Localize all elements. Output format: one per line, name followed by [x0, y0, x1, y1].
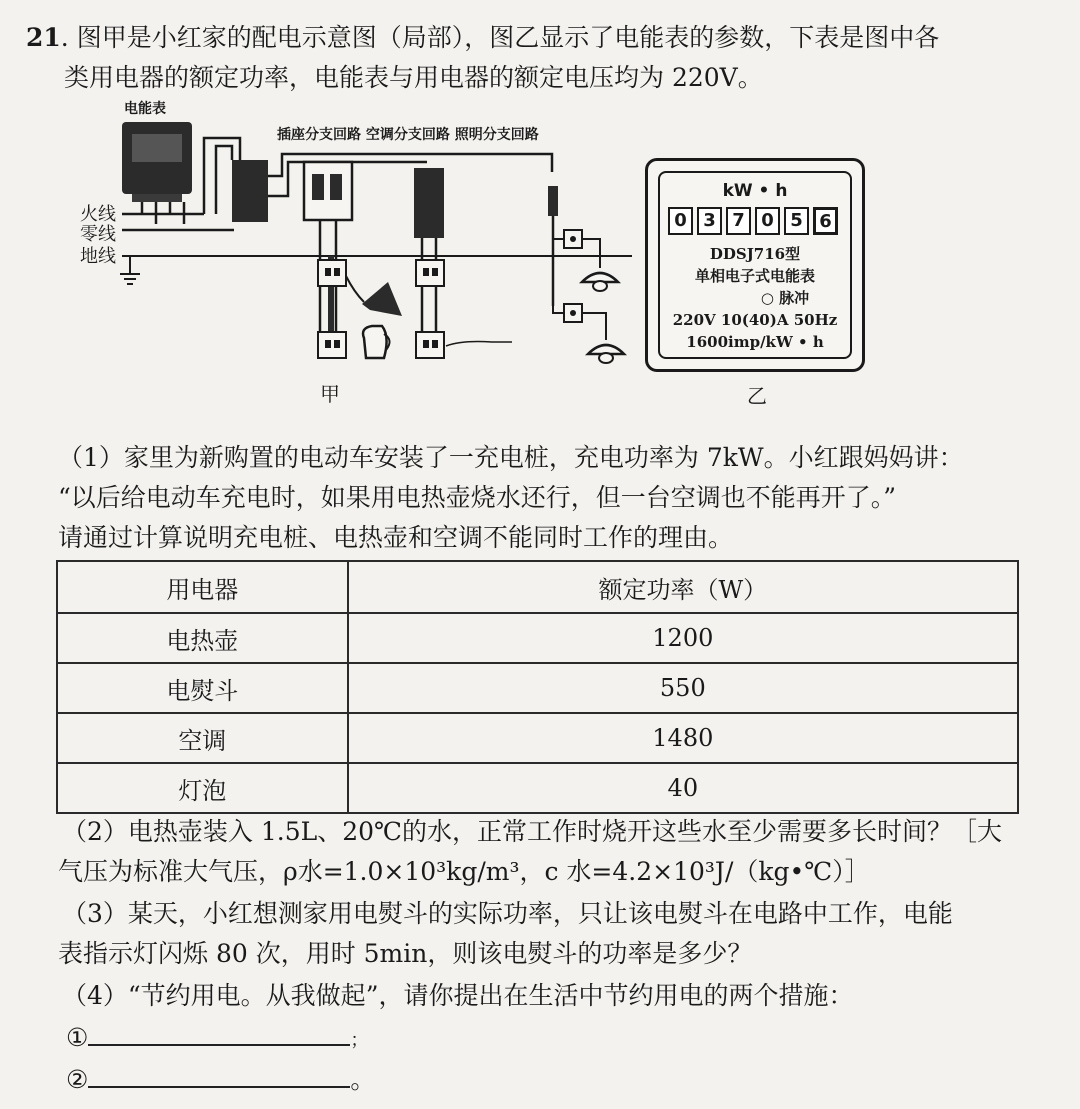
- table-cell-power: 1200: [348, 613, 1018, 663]
- meter-unit: kW • h: [722, 181, 788, 201]
- part4-answer-2: ② 。: [66, 1062, 375, 1096]
- part1-line3: 请通过计算说明充电桩、电热壶和空调不能同时工作的理由。: [58, 523, 734, 552]
- meter-type: 单相电子式电能表: [694, 267, 815, 285]
- socket-2: [318, 332, 346, 358]
- part1-line2: “以后给电动车充电时，如果用电热壶烧水还行，但一台空调也不能再开了。”: [58, 483, 897, 512]
- part2-line2: 气压为标准大气压，ρ水=1.0×10³kg/m³，c 水=4.2×10³J/（kg•℃）］: [58, 857, 870, 886]
- figure-jia-circuit: [72, 96, 632, 408]
- part2-line1: （2）电热壶装入 1.5L、20℃的水，正常工作时烧开这些水至少需要多长时间？［大: [62, 817, 1002, 846]
- figure-yi-caption: 乙: [747, 384, 767, 408]
- wire-ground-label: 地线: [80, 246, 116, 267]
- meter-label: 电能表: [124, 101, 166, 117]
- ac-breaker: [414, 168, 444, 238]
- meter-digit-decimal: 6: [813, 207, 838, 235]
- meter-constant: 1600imp/kW • h: [686, 333, 824, 351]
- part4-answer-1: ① ；: [66, 1020, 368, 1057]
- answer-marker-1: ①: [66, 1023, 89, 1052]
- meter-digit: 5: [784, 207, 809, 235]
- meter-reading: [668, 207, 842, 235]
- table-cell-power: 550: [348, 663, 1018, 713]
- wire-live-label: 火线: [80, 204, 116, 225]
- table-header-power: 额定功率（W）: [348, 561, 1018, 613]
- figure-jia-caption: 甲: [320, 382, 340, 406]
- table-cell-power: 40: [348, 763, 1018, 813]
- meter-digit: 0: [755, 207, 780, 235]
- part4-line1: （4）“节约用电。从我做起”，请你提出在生活中节约用电的两个措施：: [62, 981, 854, 1010]
- table-cell-appliance: 灯泡: [57, 763, 348, 813]
- answer-marker-2: ②: [66, 1065, 89, 1094]
- table-cell-appliance: 空调: [57, 713, 348, 763]
- meter-digit: 0: [668, 207, 693, 235]
- table-row: [57, 763, 1018, 813]
- table-row: [57, 713, 1018, 763]
- table-header-appliance: 用电器: [57, 561, 348, 613]
- table-row: [57, 663, 1018, 713]
- meter-digit: 3: [697, 207, 722, 235]
- wire-neutral-label: 零线: [80, 224, 116, 245]
- part1-line1: （1）家里为新购置的电动车安装了一充电桩，充电功率为 7kW。小红跟妈妈讲：: [58, 443, 964, 472]
- ac-socket-1: [416, 260, 444, 286]
- meter-rating: 220V 10(40)A 50Hz: [672, 311, 838, 329]
- branch-labels: 插座分支回路 空调分支回路 照明分支回路: [277, 127, 539, 143]
- question-stem-line1: 21. 图甲是小红家的配电示意图（局部），图乙显示了电能表的参数，下表是图中各: [26, 23, 940, 52]
- table-header-row: [57, 561, 1018, 613]
- figure-yi-meter-panel: [645, 158, 870, 408]
- power-rating-table: [56, 560, 1019, 814]
- meter-pulse-indicator: ○ 脉冲: [760, 289, 810, 307]
- lighting-fuse: [548, 186, 558, 216]
- leakage-breaker: [304, 162, 352, 220]
- part3-line2: 表指示灯闪烁 80 次，用时 5min，则该电熨斗的功率是多少？: [58, 939, 753, 968]
- table-cell-appliance: 电热壶: [57, 613, 348, 663]
- meter-model: DDSJ716型: [709, 245, 801, 263]
- ac-socket-2: [416, 332, 444, 358]
- question-number: 21: [26, 23, 61, 52]
- meter-digit: 7: [726, 207, 751, 235]
- part3-line1: （3）某天，小红想测家用电熨斗的实际功率，只让该电熨斗在电路中工作，电能: [62, 899, 953, 928]
- table-cell-power: 1480: [348, 713, 1018, 763]
- main-switch: [232, 160, 268, 222]
- socket-1: [318, 260, 346, 286]
- meter-panel-frame: [645, 158, 865, 372]
- table-row: [57, 613, 1018, 663]
- iron-appliance: [362, 282, 402, 316]
- meter-window: [132, 134, 182, 162]
- answer-blank-2[interactable]: [88, 1062, 350, 1088]
- question-stem-line2: 类用电器的额定功率，电能表与用电器的额定电压均为 220V。: [64, 63, 763, 92]
- table-cell-appliance: 电熨斗: [57, 663, 348, 713]
- kettle-appliance: [363, 326, 387, 358]
- meter-panel-inner: [658, 171, 852, 359]
- answer-blank-1[interactable]: [88, 1020, 350, 1046]
